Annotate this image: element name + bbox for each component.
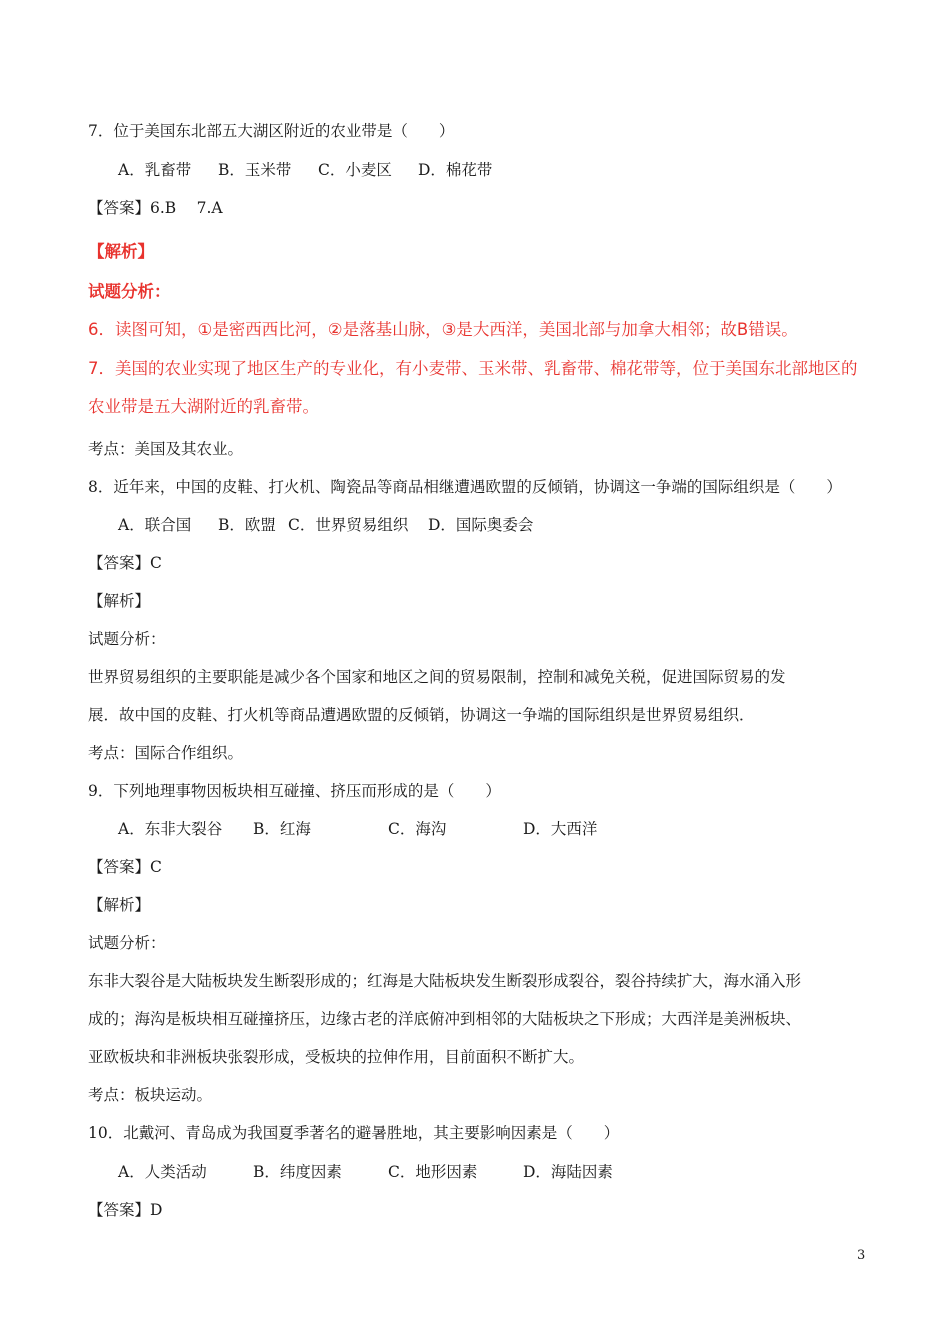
q7-option-d: D．棉花带 — [418, 161, 493, 179]
q10-option-b: B．纬度因素 — [253, 1163, 342, 1181]
q8-point: 考点：国际合作组织。 — [88, 744, 244, 762]
q7-question: 7．位于美国东北部五大湖区附近的农业带是（ ） — [88, 122, 455, 140]
q7-option-c: C．小麦区 — [318, 161, 392, 179]
q9-analysis-line3: 亚欧板块和非洲板块张裂形成，受板块的拉伸作用，目前面积不断扩大。 — [88, 1048, 585, 1066]
q7-option-b: B．玉米带 — [218, 161, 292, 179]
q8-analysis-line2: 展．故中国的皮鞋、打火机等商品遭遇欧盟的反倾销，协调这一争端的国际组织是世界贸易组织． — [88, 706, 755, 724]
q7-options — [118, 160, 492, 180]
q9-point: 考点：板块运动。 — [88, 1086, 213, 1104]
q10-option-d: D．海陆因素 — [523, 1163, 613, 1181]
q9-analysis-sub: 试题分析： — [88, 934, 166, 952]
q9-option-a: A．东非大裂谷 — [118, 820, 223, 838]
q8-options — [118, 515, 533, 535]
q9-option-c: C．海沟 — [388, 820, 447, 838]
q9-answer: 【答案】C — [88, 858, 162, 876]
q8-option-c: C．世界贸易组织 — [288, 516, 409, 534]
q8-analysis-sub: 试题分析： — [88, 630, 166, 648]
page-number: 3 — [857, 1248, 866, 1263]
q9-option-d: D．大西洋 — [523, 820, 598, 838]
q8-option-d: D．国际奥委会 — [428, 516, 534, 534]
q9-question: 9．下列地理事物因板块相互碰撞、挤压而形成的是（ ） — [88, 782, 501, 800]
analysis-6-7-line1: 6．读图可知，①是密西西比河，②是落基山脉，③是大西洋，美国北部与加拿大相邻；故B错误。 — [88, 320, 798, 339]
analysis-6-7-heading: 【解析】 — [88, 242, 154, 261]
q9-analysis-line1: 东非大裂谷是大陆板块发生断裂形成的；红海是大陆板块发生断裂形成裂谷，裂谷持续扩大，海水涌入形 — [88, 972, 802, 990]
q9-analysis-heading: 【解析】 — [88, 896, 151, 914]
q10-question: 10．北戴河、青岛成为我国夏季著名的避暑胜地，其主要影响因素是（ ） — [88, 1124, 620, 1142]
q9-option-b: B．红海 — [253, 820, 311, 838]
analysis-6-7-line3: 农业带是五大湖附近的乳畜带。 — [88, 397, 319, 416]
analysis-6-7-sub: 试题分析： — [88, 282, 171, 301]
q8-option-a: A．联合国 — [118, 516, 192, 534]
q10-options — [118, 1162, 613, 1182]
answer-6-7: 【答案】6.B 7.A — [88, 199, 223, 217]
q8-answer: 【答案】C — [88, 554, 162, 572]
analysis-6-7-line2: 7．美国的农业实现了地区生产的专业化，有小麦带、玉米带、乳畜带、棉花带等，位于美国东北部地区的 — [88, 359, 858, 378]
q8-analysis-line1: 世界贸易组织的主要职能是减少各个国家和地区之间的贸易限制，控制和减免关税，促进国际贸易的发 — [88, 668, 786, 686]
q8-option-b: B．欧盟 — [218, 516, 276, 534]
q10-option-a: A．人类活动 — [118, 1163, 207, 1181]
q7-option-a: A．乳畜带 — [118, 161, 192, 179]
q8-analysis-heading: 【解析】 — [88, 592, 151, 610]
point-6-7: 考点：美国及其农业。 — [88, 440, 244, 458]
q8-question: 8．近年来，中国的皮鞋、打火机、陶瓷品等商品相继遭遇欧盟的反倾销，协调这一争端的国际组织是（ ） — [88, 478, 842, 496]
q9-analysis-line2: 成的；海沟是板块相互碰撞挤压，边缘古老的洋底俯冲到相邻的大陆板块之下形成；大西洋是美洲板块、 — [88, 1010, 802, 1028]
q9-options — [118, 819, 597, 839]
q10-answer: 【答案】D — [88, 1201, 163, 1219]
q10-option-c: C．地形因素 — [388, 1163, 478, 1181]
